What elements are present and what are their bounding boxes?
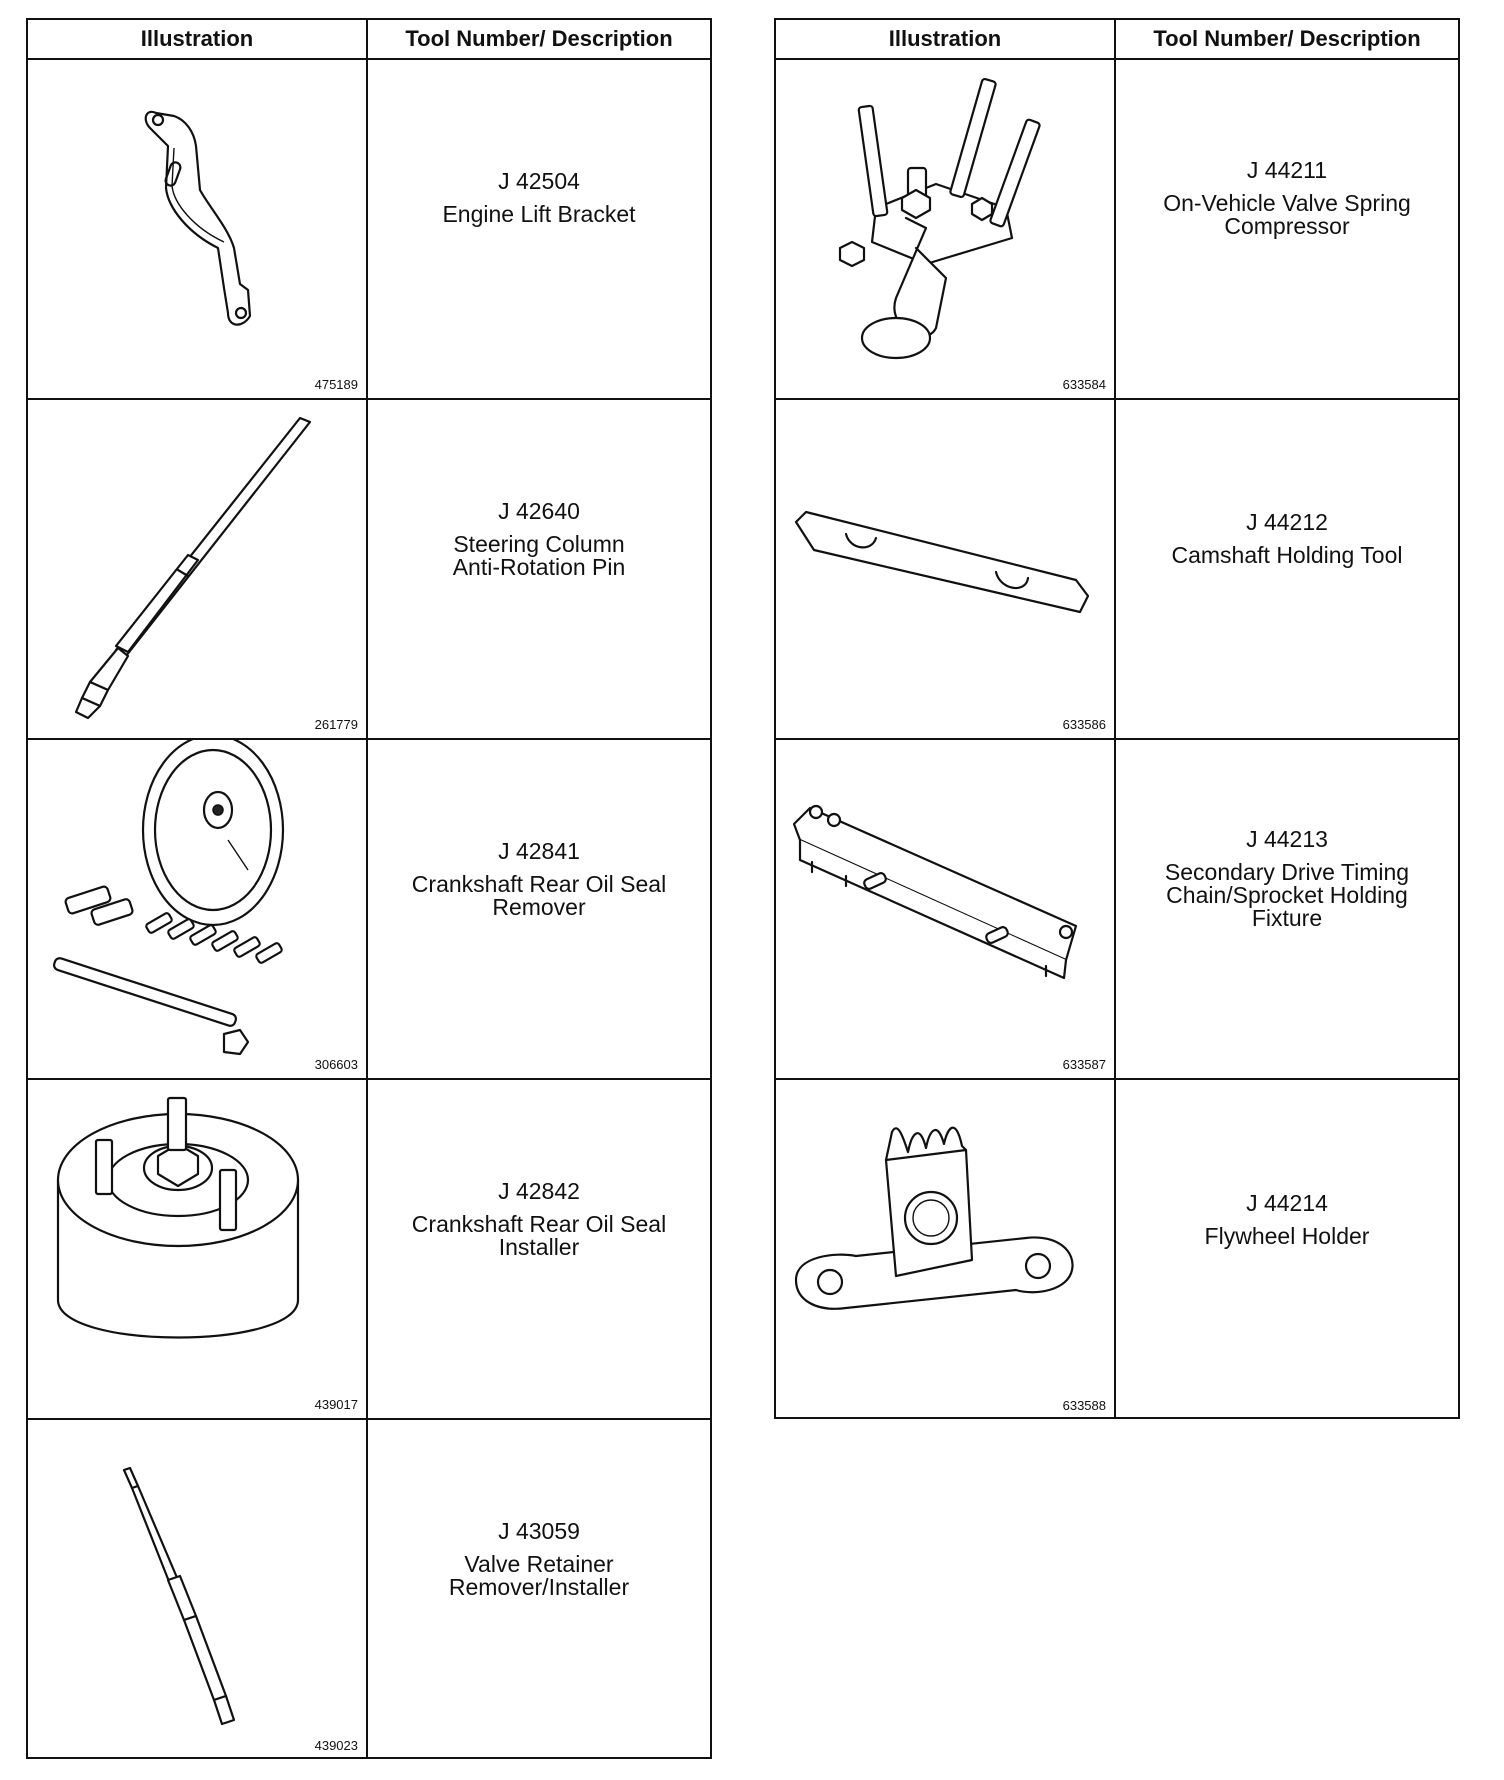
tool-description-cell <box>1116 400 1458 738</box>
seal-remover-icon <box>28 740 366 1078</box>
tool-number: J 42504 <box>498 168 580 194</box>
illustration-cell <box>776 58 1116 398</box>
right-tool-table <box>774 18 1460 1419</box>
tool-name: Flywheel Holder <box>1204 1222 1370 1249</box>
tool-name: Crankshaft Rear Oil Seal Remover <box>411 870 667 920</box>
table-row <box>776 1078 1458 1419</box>
illustration-cell <box>28 1080 368 1418</box>
tool-name: Steering Column Anti-Rotation Pin <box>452 530 626 580</box>
header-description: Tool Number/ Description <box>405 26 673 51</box>
table-header <box>776 20 1458 60</box>
figure-number: 439023 <box>314 1738 358 1753</box>
illustration-cell <box>28 740 368 1078</box>
tool-name: On-Vehicle Valve Spring Compressor <box>1163 189 1411 239</box>
illustration-cell <box>28 58 368 398</box>
left-tool-table <box>26 18 712 1759</box>
tool-description-cell <box>1116 740 1458 1078</box>
figure-number: 439017 <box>314 1397 358 1412</box>
tool-name: Engine Lift Bracket <box>442 201 636 227</box>
figure-number: 633588 <box>1062 1398 1106 1413</box>
figure-number: 633586 <box>1062 717 1106 732</box>
table-header <box>28 20 710 60</box>
table-row <box>28 398 710 738</box>
tool-number: J 42842 <box>498 1177 580 1204</box>
tool-number: J 44211 <box>1246 156 1328 183</box>
table-row <box>28 1418 710 1759</box>
tool-description-cell <box>368 400 710 738</box>
table-row <box>776 738 1458 1078</box>
tool-number: J 44212 <box>1246 509 1328 535</box>
tool-description-cell <box>368 740 710 1078</box>
engine-lift-bracket-icon <box>28 58 366 396</box>
table-row <box>776 398 1458 738</box>
tool-number: J 42640 <box>498 497 580 524</box>
figure-number: 261779 <box>314 717 358 732</box>
tool-description-cell <box>368 58 710 398</box>
figure-number: 633587 <box>1062 1057 1106 1072</box>
table-row <box>28 738 710 1078</box>
anti-rotation-pin-icon <box>28 400 366 738</box>
illustration-cell <box>28 400 368 738</box>
tool-name: Secondary Drive Timing Chain/Sprocket Holding Fixture <box>1164 859 1410 931</box>
tool-description-cell <box>368 1080 710 1418</box>
figure-number: 475189 <box>314 377 358 392</box>
seal-installer-icon <box>28 1080 366 1418</box>
tool-description-cell <box>1116 58 1458 398</box>
tool-number: J 44213 <box>1246 826 1328 852</box>
header-description: Tool Number/ Description <box>1153 26 1421 51</box>
tool-name: Valve Retainer Remover/Installer <box>448 1551 630 1600</box>
illustration-cell <box>776 740 1116 1078</box>
table-row <box>28 58 710 398</box>
tool-number: J 42841 <box>498 837 580 864</box>
holding-fixture-icon <box>776 740 1114 1078</box>
valve-spring-compressor-icon <box>776 58 1114 396</box>
camshaft-holding-tool-icon <box>776 400 1114 738</box>
flywheel-holder-icon <box>776 1080 1114 1418</box>
illustration-cell <box>776 1080 1116 1419</box>
table-row <box>28 1078 710 1418</box>
tool-number: J 43059 <box>498 1518 580 1544</box>
illustration-cell <box>28 1420 368 1759</box>
header-illustration: Illustration <box>28 20 368 58</box>
figure-number: 633584 <box>1062 377 1106 392</box>
valve-retainer-tool-icon <box>28 1420 366 1758</box>
illustration-cell <box>776 400 1116 738</box>
header-illustration: Illustration <box>776 20 1116 58</box>
tool-number: J 44214 <box>1246 1189 1328 1216</box>
tool-name: Crankshaft Rear Oil Seal Installer <box>411 1210 667 1260</box>
table-row <box>776 58 1458 398</box>
tool-name: Camshaft Holding Tool <box>1171 542 1403 568</box>
figure-number: 306603 <box>314 1057 358 1072</box>
tool-description-cell <box>368 1420 710 1759</box>
tool-description-cell <box>1116 1080 1458 1419</box>
